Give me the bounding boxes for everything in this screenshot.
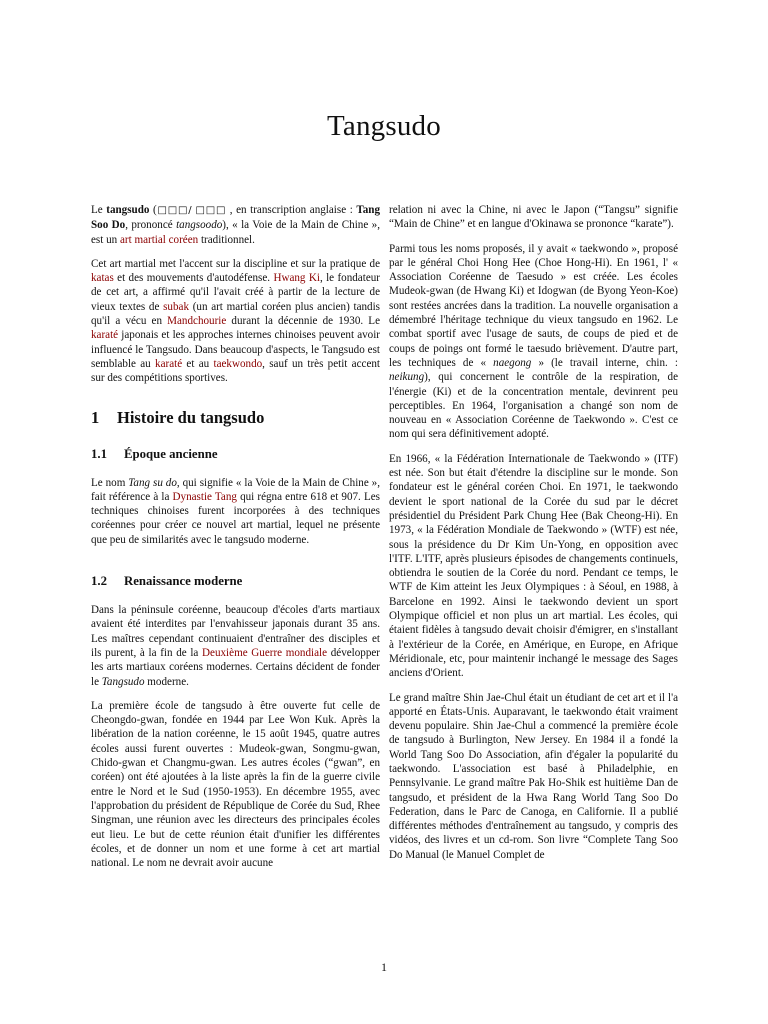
- paragraph-right-3: En 1966, « la Fédération Internationale de Taekwondo » (ITF) est née. Son but était d'étendre la discipline sur le monde. Son fondateur est le général coréen Choi. En 1971, le taekwondo devient le sport national de la Corée du sud par le décret présidentiel du Président Park Chung Hee (Bak Cheong-Hi). En 1973, « la Fédération Mondiale de Taekwondo » (WTF) est née, sous la présidence du Dr Kim Un-Yong, en opposition avec l'ITF. L'ITF, après plusieurs épisodes de changements continuels, obtiendra le soutien de la Corée du nord. Pendant ce temps, le WTF de Kim atteint les Jeux Olympiques : à Séoul, en 1988, à Barcelone en 1992. Ainsi le taekwondo devient un sport Olympique officiel et non plus un art martial. Les écoles, qui étaient fidèles à tangsudo devait choisir d'émigrer, en s'installant à l'extérieur de la Corée, en Amérique, en Europe, en Afrique Méridionale, etc, pour maintenir inchangé le message des Sages anciens d'Orient.: [389, 452, 678, 680]
- text-run: Dans la péninsule coréenne, beaucoup d'écoles d'arts martiaux avaient été interdites par l'envahisseur japonais durant 35 ans. Les maîtres cependant continuaient d'entraîner des disciples et ils purent, à la fin de la: [91, 604, 380, 659]
- article-title: Tangsudo: [327, 110, 441, 142]
- paragraph-renaissance-1: [91, 603, 380, 689]
- text-run: développer les arts martiaux coréens modernes. Certains décident de fonder le: [91, 646, 380, 688]
- subsection-title: Époque ancienne: [124, 446, 218, 461]
- text-run: , sauf un très petit accent sur des compétitions sportives.: [91, 357, 381, 385]
- text-run: » (le travail interne, chin. :: [531, 356, 678, 369]
- text-run: japonais et les approches internes chinoises peuvent avoir influencé le Tangsudo. Dans beaucoup d'aspects, le Tangsudo est semblable au: [91, 329, 380, 370]
- term-bold: tangsudo: [106, 204, 150, 216]
- term-italic: Tangsudo: [101, 675, 145, 688]
- term-bold: Tang Soo Do: [91, 204, 380, 232]
- link-hwang-ki[interactable]: Hwang Ki: [273, 272, 320, 285]
- left-column: [91, 203, 380, 880]
- text-run: (: [149, 204, 157, 216]
- subsection-number: 1.2: [91, 574, 107, 589]
- page-number: 1: [381, 960, 387, 974]
- term-italic: tangsoodo: [176, 219, 223, 232]
- subsection-heading-epoque-ancienne: [91, 446, 380, 462]
- link-karate-2[interactable]: karaté: [155, 357, 183, 370]
- korean-glyphs: □□□/ □□□: [156, 205, 227, 216]
- text-run: Parmi tous les noms proposés, il y avait « taekwondo », proposé par le général Choi Hong Hee (Choe Hong-Hi). En 1961, l' « Association Coréenne de Taesudo » est créée. Les écoles Mudeok-gwan (de Hwang Ki) et Idogwan (de Byong Yeon-Koe) sont restées ancrées dans la tradition. La nouvelle organisation a démembré l'héritage technique du vieux tangsudo en 1962. Le combat sportif avec l'usage de sauts, de coups de pied et de coups de poings ont formé le taesudo brièvement. D'autre part, les techniques de «: [389, 242, 678, 369]
- text-run: , le fondateur de cet art, a affirmé qu'il l'avait créé à partir de la lecture de vieux textes de: [91, 272, 380, 313]
- text-run: (un art martial coréen plus ancien) tandis qu'il a vécu en: [91, 300, 381, 328]
- term-italic: neikung: [389, 371, 425, 384]
- text-run: traditionnel.: [198, 233, 255, 246]
- intro-paragraph-1: [91, 203, 380, 247]
- link-mandchourie[interactable]: Mandchourie: [167, 315, 227, 328]
- paragraph-right-4: Le grand maître Shin Jae-Chul était un étudiant de cet art et il l'a apporté en États-Unis. Auparavant, le taekwondo était vraiment devenu populaire. Shin Jae-Chul a commencé la première école de tangsudo à Burlington, New Jersey. En 1984 il a fondé la World Tang Soo Do Association, afin d'égaler la popularité du taekwondo. L'association est basé à Philadelphie, en Pennsylvanie. Le grand maître Pak Ho-Shik est huitième Dan de tangsudo, et président de la Hwa Rang World Tang Soo Do Federation, dans le Parc de Canoga, en Californie. Il a publié différentes méthodes d'entraînement au tangsudo, y compris des vidéos, des livres et un cd-rom. Son livre “Complete Tang Soo Do Manual (le Manuel Complet de: [389, 691, 678, 861]
- term-italic: Tang su do: [128, 476, 177, 489]
- text-run: moderne.: [144, 675, 189, 688]
- text-run: et au: [182, 357, 214, 370]
- subsection-title: Renaissance moderne: [124, 574, 243, 589]
- subsection-heading-renaissance-moderne: [91, 573, 380, 589]
- link-deuxieme-guerre-mondiale[interactable]: Deuxième Guerre mondiale: [202, 646, 328, 659]
- text-run: durant la décennie de 1930. Le: [226, 315, 381, 328]
- paragraph-epoque-ancienne: [91, 476, 380, 547]
- link-katas[interactable]: katas: [91, 272, 114, 285]
- term-italic: naegong: [493, 356, 532, 369]
- text-run: ), « la Voie de la Main de Chine », est un: [91, 219, 380, 246]
- paragraph-renaissance-2: La première école de tangsudo à être ouverte fut celle de Cheongdo-gwan, fondée en 1944 par Lee Won Kuk. Après la libération de la nation coréenne, le 15 août 1945, quatre autres écoles aussi furent ouvertes : Mudeok-gwan, Songmu-gwan, Chido-gwan et Changmu-gwan. Les autres écoles (“gwan”, en coréen) ont été ajoutées à la liste après la fin de la guerre civile entre le Nord et le Sud (1950-1953). En décembre 1955, avec l'approbation du président de République de Corée du Sud, Rhee Singman, une réunion avec les directeurs des principales écoles eut lieu. Le but de cette réunion était d'unifier les différentes écoles, et de donner un nom et une forme à cet art martial national. Le nom ne devrait avoir aucune: [91, 699, 380, 870]
- text-run: et des mouvements d'autodéfense.: [113, 272, 274, 285]
- text-run: qui régna entre 618 et 907. Les techniques chinoises furent incorporées à des techniques coréennes pour créer ce nouvel art martial, lequel ne présente que peu de similarités avec le tangsudo moderne.: [91, 490, 380, 546]
- link-art-martial-coreen[interactable]: art martial coréen: [119, 233, 199, 246]
- text-run: Cet art martial met l'accent sur la discipline et sur la pratique de: [91, 257, 380, 270]
- text-run: , qui signifie « la Voie de la Main de Chine », fait référence à la: [91, 476, 380, 503]
- text-run: ), qui concernent le contrôle de la respiration, de l'énergie (Ki) et de la concentration mentale, devinrent peu perceptibles. En 1964, l'organisation a changé son nom de nouveau en « Association Coréenne de Taekwondo ». C'est ce nom qui sera définitivement adopté.: [389, 371, 678, 441]
- subsection-number: 1.1: [91, 446, 107, 461]
- link-taekwondo[interactable]: taekwondo: [213, 357, 263, 370]
- text-run: , en transcription anglaise :: [226, 204, 357, 216]
- link-dynastie-tang[interactable]: Dynastie Tang: [172, 490, 237, 503]
- section-heading-histoire: [91, 408, 380, 428]
- right-column: [389, 203, 678, 872]
- intro-paragraph-2: [91, 257, 380, 386]
- text-run: Le nom: [91, 476, 129, 489]
- section-number: 1: [91, 407, 100, 427]
- link-subak[interactable]: subak: [163, 300, 189, 313]
- paragraph-right-2: [389, 242, 678, 442]
- text-run: , prononcé: [125, 219, 177, 232]
- link-karate[interactable]: karaté: [91, 329, 119, 342]
- section-title: Histoire du tangsudo: [117, 407, 265, 427]
- text-run: Le: [91, 204, 107, 216]
- paragraph-right-1: relation ni avec la Chine, ni avec le Japon (“Tangsu” signifie “Main de Chine” et en langue d'Okinawa se prononce “karate”).: [389, 204, 678, 231]
